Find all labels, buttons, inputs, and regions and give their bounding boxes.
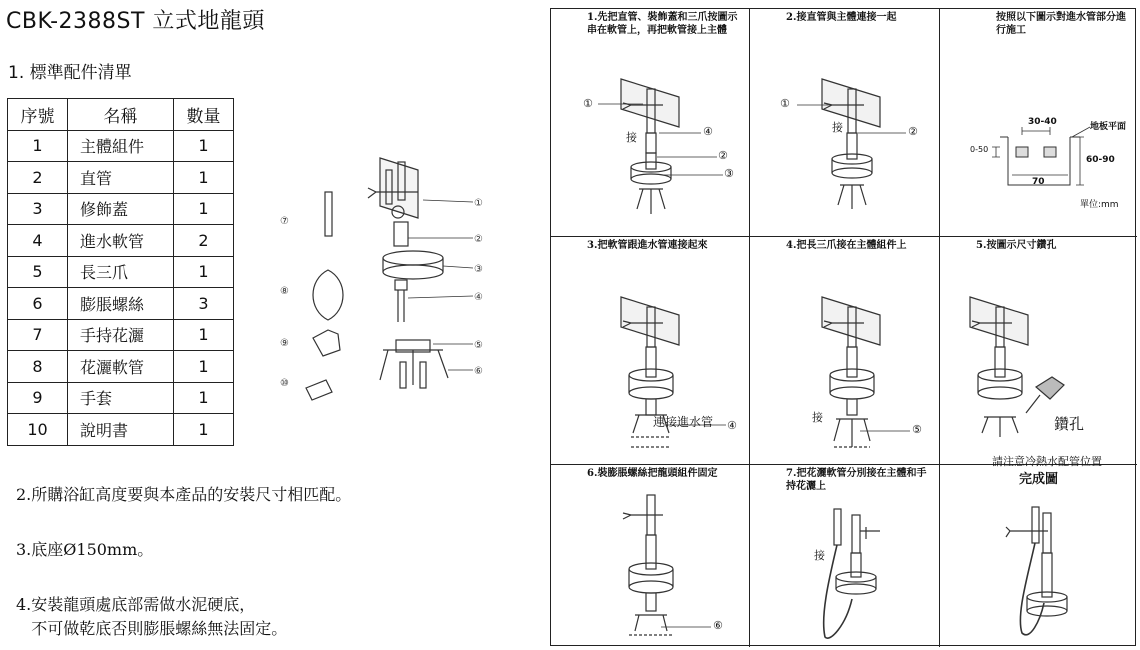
step-3-caption: 按照以下圖示對進水管部分進行施工 [996,12,1126,36]
table-row [8,288,234,320]
step-1-panel [551,9,750,237]
step-8-illustration [750,465,940,647]
step-1-caption: 1.先把直管、裝飾蓋和三爪按圖示串在軟管上，再把軟管接上主體 [587,12,738,36]
row-name: 手持花灑 [68,319,174,351]
row-qty: 3 [174,288,234,320]
row-index: 4 [8,225,68,257]
step-4-connect-text: 連接進水管 [653,415,714,429]
exploded-label-5: ⑤ [474,340,483,351]
step-5-panel [750,237,940,465]
table-row [8,382,234,414]
row-name: 花灑軟管 [68,351,174,383]
step-2-connect: 接 [832,121,843,134]
step-3-dim-70: 70 [1032,177,1045,187]
row-index: 1 [8,130,68,162]
row-qty: 1 [174,319,234,351]
exploded-parts-diagram [268,140,498,434]
table-row [8,130,234,162]
step-5-connect: 接 [812,411,823,424]
exploded-label-2: ② [474,234,483,245]
step-1-label-1: ① [583,97,593,110]
exploded-view-svg [268,140,498,430]
step-4-illustration [551,237,750,465]
table-row [8,414,234,446]
step-4-label-4: ④ [727,419,737,432]
header-index: 序號 [8,99,68,131]
row-name: 手套 [68,382,174,414]
installation-steps-grid [550,8,1136,646]
header-qty: 數量 [174,99,234,131]
row-index: 10 [8,414,68,446]
step-4-caption: 3.把軟管跟進水管連接起來 [587,240,708,251]
step-2-label-2: ② [908,125,918,138]
step-9-caption: 完成圖 [1018,472,1058,487]
step-4-panel [551,237,750,465]
step-1-illustration [551,9,750,237]
section-heading: 1. 標準配件清單 [8,63,132,83]
step-6-panel [940,237,1137,468]
exploded-label-7: ⑦ [280,216,289,227]
row-index: 9 [8,382,68,414]
step-6-drill-label: 鑽孔 [1054,415,1085,433]
note-3: 3.底座Ø150mm。 [16,540,154,559]
step-2-illustration [750,9,940,237]
table-header-row [8,99,234,131]
row-index: 2 [8,162,68,194]
parts-table [7,98,234,446]
row-qty: 1 [174,382,234,414]
row-index: 3 [8,193,68,225]
step-5-label-5: ⑤ [912,423,922,436]
step-1-label-4: ④ [703,125,713,138]
table-row [8,256,234,288]
note-2: 2.所購浴缸高度要與本產品的安裝尺寸相匹配。 [16,485,352,504]
note-4-line1: 4.安裝龍頭處底部需做水泥硬底， [16,595,256,614]
step-9-illustration [940,465,1137,647]
row-name: 說明書 [68,414,174,446]
step-1-connect: 接 [626,131,637,144]
row-index: 7 [8,319,68,351]
row-name: 膨脹螺絲 [68,288,174,320]
step-5-caption: 4.把長三爪接在主體組件上 [786,240,907,251]
exploded-label-1: ① [474,198,483,209]
step-2-caption: 2.接直管與主體連接一起 [786,12,897,23]
table-row [8,319,234,351]
header-name: 名稱 [68,99,174,131]
row-name: 長三爪 [68,256,174,288]
step-3-dim-0-50: 0-50 [970,145,989,154]
row-index: 5 [8,256,68,288]
row-name: 主體組件 [68,130,174,162]
row-qty: 1 [174,256,234,288]
step-1-label-3: ③ [724,167,734,180]
exploded-label-8: ⑧ [280,286,289,297]
row-name: 進水軟管 [68,225,174,257]
row-name: 修飾蓋 [68,193,174,225]
row-qty: 2 [174,225,234,257]
table-row [8,351,234,383]
step-8-caption: 7.把花灑軟管分別接在主體和手持花灑上 [786,468,927,492]
row-qty: 1 [174,162,234,194]
step-2-panel [750,9,940,237]
table-row [8,225,234,257]
step-3-dim-30-40: 30-40 [1028,117,1057,127]
row-qty: 1 [174,414,234,446]
step-8-connect: 接 [814,549,825,562]
row-name: 直管 [68,162,174,194]
step-1-label-2: ② [718,149,728,162]
row-qty: 1 [174,193,234,225]
exploded-label-6: ⑥ [474,366,483,377]
table-row [8,193,234,225]
exploded-label-9: ⑨ [280,338,289,349]
step-7-label-6: ⑥ [713,619,723,632]
step-8-panel [750,465,940,647]
step-7-caption: 6.裝膨脹螺絲把龍頭組件固定 [587,468,718,479]
table-row [8,162,234,194]
step-6-illustration [940,237,1137,465]
row-index: 6 [8,288,68,320]
note-4-line2: 不可做乾底否則膨脹螺絲無法固定。 [16,619,288,638]
exploded-label-3: ③ [474,264,483,275]
step-6-caption: 5.按圖示尺寸鑽孔 [976,240,1057,251]
exploded-label-4: ④ [474,292,483,303]
row-index: 8 [8,351,68,383]
step-7-panel [551,465,750,647]
step-3-unit: 單位:mm [1080,200,1119,210]
step-3-floor-level: 地板平面 [1090,122,1127,132]
step-3-panel [940,9,1137,237]
step-2-label-1: ① [780,97,790,110]
step-9-panel [940,465,1137,647]
step-3-dim-60-90: 60-90 [1086,155,1115,165]
page-title: CBK-2388ST 立式地龍頭 [6,9,265,34]
step-6-note: 請注意冷熱水配管位置 [992,455,1102,468]
row-qty: 1 [174,130,234,162]
row-qty: 1 [174,351,234,383]
exploded-label-10: ⑩ [280,378,289,389]
